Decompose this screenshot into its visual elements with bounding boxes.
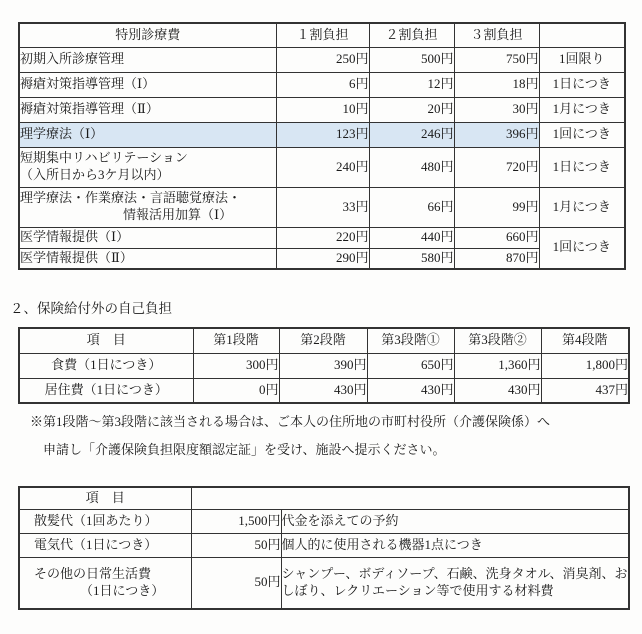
item-label — [19, 557, 191, 609]
fee-label: 理学療法（Ⅰ） — [19, 122, 276, 147]
fee-amount: 660円 — [454, 227, 539, 248]
fee-amount: 220円 — [276, 227, 369, 248]
fee-unit: 1月につき — [539, 187, 625, 227]
fee-amount: 480円 — [369, 147, 454, 187]
fee-unit: 1月につき — [539, 97, 625, 122]
fee-amount: 30円 — [454, 97, 539, 122]
fee-label-line: 情報活用加算（Ⅰ） — [123, 207, 233, 222]
table-row — [19, 47, 625, 72]
fee-label: 初期入所診療管理 — [19, 47, 276, 72]
item-amount: 430円 — [367, 378, 454, 403]
table-row — [19, 378, 629, 403]
column-header-stage4: 第4段階 — [541, 328, 629, 353]
fee-amount: 290円 — [276, 248, 369, 269]
fee-label: 褥瘡対策指導管理（Ⅱ） — [19, 97, 276, 122]
item-amount: 650円 — [367, 353, 454, 378]
item-price: 50円 — [191, 557, 281, 609]
item-amount: 437円 — [541, 378, 629, 403]
column-header-burden-20: ２割負担 — [369, 23, 454, 47]
fee-amount: 33円 — [276, 187, 369, 227]
item-amount: 1,800円 — [541, 353, 629, 378]
fee-label: 褥瘡対策指導管理（Ⅰ） — [19, 72, 276, 97]
fee-amount: 20円 — [369, 97, 454, 122]
fee-amount: 250円 — [276, 47, 369, 72]
header-row — [19, 328, 629, 353]
fee-amount: 240円 — [276, 147, 369, 187]
fee-amount: 720円 — [454, 147, 539, 187]
fee-label-line: 短期集中リハビリテーション — [20, 150, 188, 166]
table-row — [19, 72, 625, 97]
section-2-heading: ２、保険給付外の自己負担 — [10, 301, 172, 316]
fee-label — [19, 147, 276, 187]
column-header-item: 項 目 — [19, 328, 193, 353]
column-header-blank — [191, 487, 629, 509]
fee-amount: 99円 — [454, 187, 539, 227]
table-row — [19, 509, 629, 533]
table-row — [19, 353, 629, 378]
fee-unit: 1日につき — [539, 72, 625, 97]
daily-items-table — [18, 486, 630, 610]
header-row — [19, 487, 629, 509]
fee-label: 医学情報提供（Ⅱ） — [19, 248, 276, 269]
fee-label — [19, 187, 276, 227]
item-description: 代金を添えての予約 — [281, 509, 629, 533]
header-row — [19, 23, 625, 47]
fee-amount: 396円 — [454, 122, 539, 147]
fee-label: 医学情報提供（Ⅰ） — [19, 227, 276, 248]
column-header-stage1: 第1段階 — [193, 328, 279, 353]
item-description: シャンプー、ボディソープ、石鹸、洗身タオル、消臭剤、おしぼり、レクリエーション等で使用する材料費 — [281, 557, 629, 609]
item-label: 食費（1日につき） — [19, 353, 193, 378]
column-header-stage3b: 第3段階② — [454, 328, 541, 353]
fee-label-line: 理学療法・作業療法・言語聴覚療法・ — [20, 190, 242, 206]
column-header-burden-30: ３割負担 — [454, 23, 539, 47]
item-amount: 430円 — [279, 378, 367, 403]
item-amount: 0円 — [193, 378, 279, 403]
note-line: ※第1段階～第3段階に該当される場合は、ご本人の住所地の市町村役所（介護保険係）へ — [30, 414, 551, 429]
fee-unit: 1回限り — [539, 47, 625, 72]
fee-amount: 750円 — [454, 47, 539, 72]
column-header-item: 項 目 — [19, 487, 191, 509]
table-row-highlighted — [19, 122, 625, 147]
item-amount: 1,360円 — [454, 353, 541, 378]
self-pay-table — [18, 327, 630, 404]
column-header-burden-10: １割負担 — [276, 23, 369, 47]
fee-unit: 1回につき — [539, 227, 625, 269]
fee-amount: 123円 — [276, 122, 369, 147]
item-label: 散髪代（1回あたり） — [19, 509, 191, 533]
fee-amount: 580円 — [369, 248, 454, 269]
fee-amount: 246円 — [369, 122, 454, 147]
table-row — [19, 533, 629, 557]
item-label-line: （1日につき） — [80, 582, 165, 598]
item-price: 1,500円 — [191, 509, 281, 533]
fee-unit: 1回につき — [539, 122, 625, 147]
table-row — [19, 187, 625, 227]
item-label-line: その他の日常生活費 — [34, 565, 152, 581]
fee-amount: 66円 — [369, 187, 454, 227]
fee-amount: 10円 — [276, 97, 369, 122]
item-price: 50円 — [191, 533, 281, 557]
fee-unit: 1日につき — [539, 147, 625, 187]
item-amount: 430円 — [454, 378, 541, 403]
special-fees-table — [18, 22, 626, 270]
column-header-stage3a: 第3段階① — [367, 328, 454, 353]
table-row — [19, 248, 625, 269]
table-row — [19, 227, 625, 248]
item-label: 電気代（1日につき） — [19, 533, 191, 557]
fee-amount: 870円 — [454, 248, 539, 269]
fee-label-line: （入所日から3ケ月以内） — [20, 167, 170, 182]
item-amount: 390円 — [279, 353, 367, 378]
item-label: 居住費（1日につき） — [19, 378, 193, 403]
fee-amount: 500円 — [369, 47, 454, 72]
fee-amount: 12円 — [369, 72, 454, 97]
item-description: 個人的に使用される機器1点につき — [281, 533, 629, 557]
fee-amount: 440円 — [369, 227, 454, 248]
column-header-unit — [539, 23, 625, 47]
fee-amount: 6円 — [276, 72, 369, 97]
table-row — [19, 97, 625, 122]
table-row — [19, 557, 629, 609]
column-header-fee-name: 特別診療費 — [19, 23, 276, 47]
fee-amount: 18円 — [454, 72, 539, 97]
note-line: 申請し「介護保険負担限度額認定証」を受け、施設へ提示ください。 — [43, 442, 446, 457]
column-header-stage2: 第2段階 — [279, 328, 367, 353]
item-amount: 300円 — [193, 353, 279, 378]
table-row — [19, 147, 625, 187]
